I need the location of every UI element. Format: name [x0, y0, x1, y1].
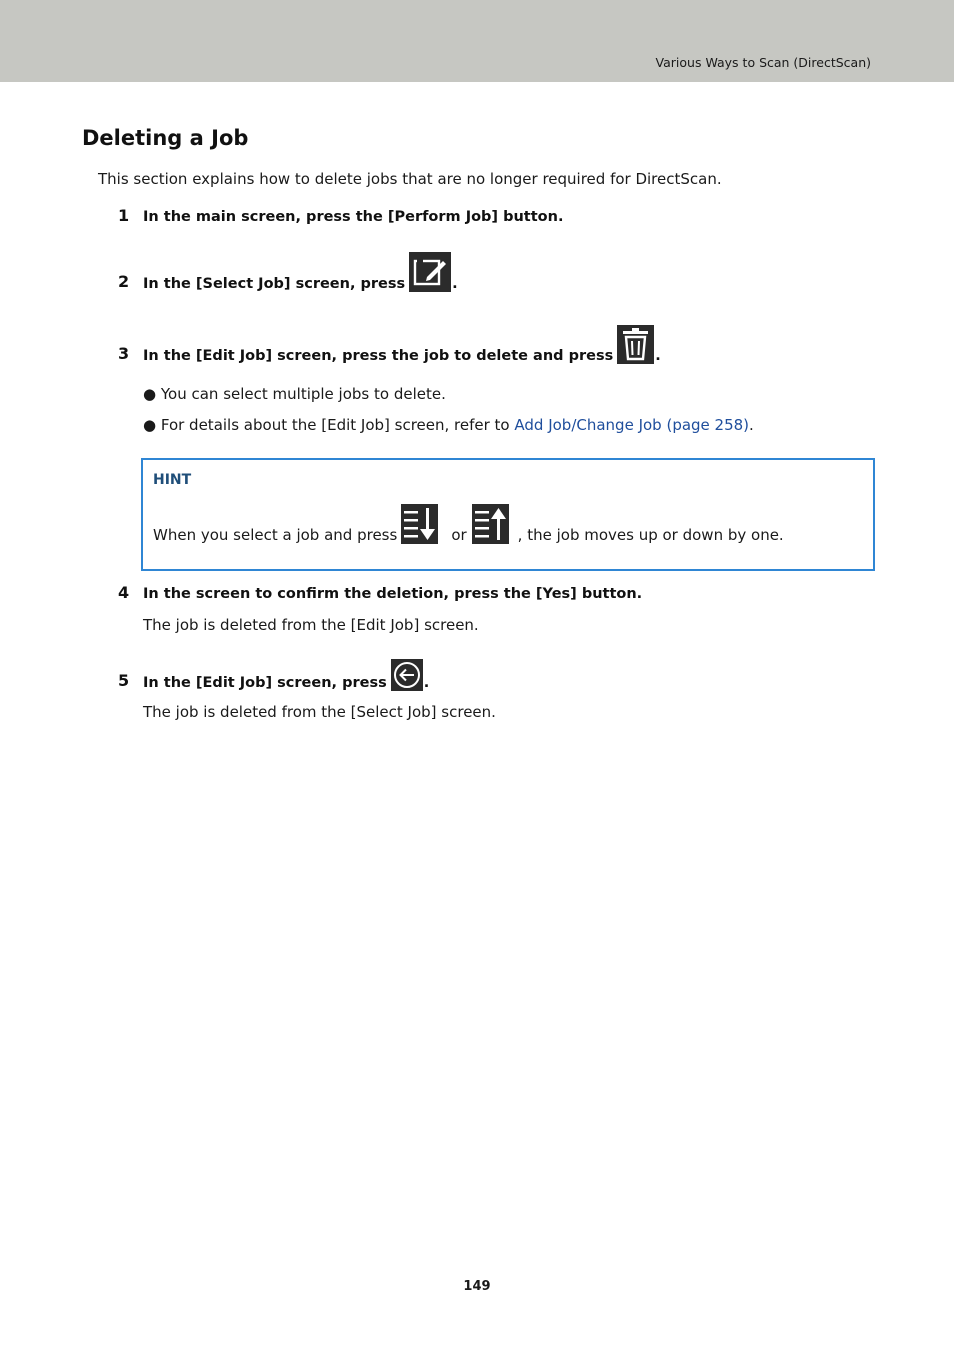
step-text: In the screen to confirm the deletion, press the [Yes] button.: [143, 586, 643, 602]
step-number: 1: [118, 206, 130, 225]
step-text-end: .: [655, 348, 661, 364]
step-number: 2: [118, 272, 130, 291]
step-1: [118, 206, 563, 225]
step-4-result: The job is deleted from the [Edit Job] screen.: [143, 616, 479, 634]
step-number: 3: [118, 344, 130, 363]
note-text-end: .: [749, 416, 754, 434]
hint-text: [153, 504, 784, 544]
step-text: In the [Edit Job] screen, press the job to delete and press: [143, 348, 614, 364]
section-title: Various Ways to Scan (DirectScan): [655, 55, 871, 70]
step-3: [118, 325, 661, 364]
step-2: [118, 252, 458, 292]
trash-icon: [617, 325, 654, 364]
note-edit-job-reference: [143, 416, 754, 434]
step-text: In the [Select Job] screen, press: [143, 276, 406, 292]
step-number: 5: [118, 671, 130, 690]
step-5-result: The job is deleted from the [Select Job] screen.: [143, 703, 496, 721]
step-text-end: .: [423, 675, 430, 691]
page-title: Deleting a Job: [82, 126, 249, 150]
step-text: In the main screen, press the [Perform Job] button.: [143, 209, 564, 225]
edit-icon: [409, 252, 451, 292]
move-down-icon: [401, 504, 438, 544]
move-up-icon: [472, 504, 509, 544]
hint-text-end: , the job moves up or down by one.: [517, 526, 784, 544]
step-text: In the [Edit Job] screen, press: [143, 675, 387, 691]
step-5: [118, 659, 429, 691]
page-header: [0, 0, 954, 82]
intro-text: This section explains how to delete jobs that are no longer required for DirectScan.: [98, 170, 722, 188]
hint-or: or: [451, 526, 467, 544]
hint-box: [141, 458, 875, 571]
hint-label: HINT: [153, 472, 192, 488]
note-text: ● For details about the [Edit Job] screen, refer to: [143, 416, 515, 434]
page-number: 149: [463, 1279, 491, 1294]
add-job-change-job-link[interactable]: Add Job/Change Job (page 258): [514, 416, 750, 434]
step-4: [118, 583, 642, 602]
step-number: 4: [118, 583, 130, 602]
hint-text-start: When you select a job and press: [153, 526, 398, 544]
note-multiple-jobs: ● You can select multiple jobs to delete.: [143, 385, 446, 403]
step-text-end: .: [452, 276, 458, 292]
back-arrow-icon: [391, 659, 423, 691]
